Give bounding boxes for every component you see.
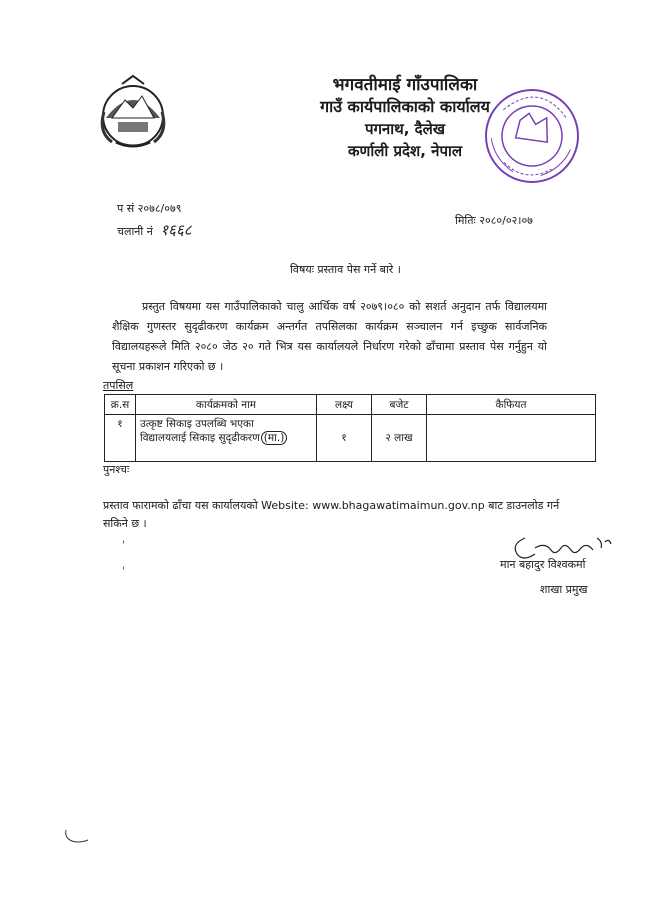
office-address: पगनाथ, दैलेख	[364, 120, 446, 138]
notice-body-text: प्रस्तुत विषयमा यस गाउँपालिकाको चालु आर्थिक वर्ष २०७९।०८० को सशर्त अनुदान तर्फ विद्यालयमा शैक्षिक गुणस्तर सुदृढीकरण कार्यक्रम अन्तर्गत तपसिलका कार्यक्रम सञ्चालन गर्न इच्छुक सार्वजनिक विद्यालयहरूले मिति २०८० जेठ २० गते भित्र यस कार्यालयले निर्धारण गरेको ढाँचामा प्रस्ताव पेस गर्नुहुन यो सूचना प्रकाशन गरिएको छ ।	[112, 300, 547, 373]
dispatch-number-value: १६६८	[160, 221, 192, 239]
program-name-line2: विद्यालयलाई सिकाइ सुदृढीकरण	[140, 432, 260, 444]
stray-mark: ˌ	[122, 532, 126, 545]
stray-mark: ˌ	[122, 558, 126, 571]
subject-line: विषयः प्रस्ताव पेस गर्ने बारे ।	[290, 263, 401, 276]
office-stamp	[471, 77, 592, 195]
notice-body	[112, 297, 547, 377]
province-country: कर्णाली प्रदेश, नेपाल	[347, 142, 463, 160]
cell-sn: १	[105, 415, 136, 462]
dispatch-number	[117, 220, 192, 240]
col-header-program: कार्यक्रमको नाम	[136, 395, 317, 415]
program-table	[104, 394, 596, 462]
postscript-text: प्रस्ताव फारामको ढाँचा यस कार्यालयको Website: www.bhagawatimaimun.gov.np बाट डाउनलोड गर्न सकिने छ ।	[103, 499, 560, 530]
issue-date: मितिः २०८०/०२।०७	[455, 214, 533, 227]
table-row	[105, 415, 596, 462]
col-header-target: लक्ष्य	[317, 395, 372, 415]
table-header-row	[105, 395, 596, 415]
cell-budget: २ लाख	[372, 415, 427, 462]
col-header-budget: बजेट	[372, 395, 427, 415]
office-name: गाउँ कार्यपालिकाको कार्यालय	[320, 97, 490, 116]
program-name-note: (मा.)	[261, 431, 288, 445]
program-name-line2-wrap	[140, 431, 312, 445]
col-header-sn: क्र.स	[105, 395, 136, 415]
details-label: तपसिल	[103, 379, 134, 392]
program-name-line1: उत्कृष्ट सिकाइ उपलब्धि भएका	[140, 418, 254, 430]
postscript-label: पुनश्चः	[103, 463, 130, 476]
cell-remarks	[427, 415, 596, 462]
signatory-title: शाखा प्रमुख	[540, 583, 588, 596]
dispatch-label: चलानी नं	[117, 225, 153, 238]
fiscal-ref: प सं २०७८/०७९	[117, 202, 182, 215]
municipality-name: भगवतीमाई गाँउपालिका	[332, 75, 478, 95]
nepal-emblem-icon	[92, 72, 174, 152]
page-corner-mark	[62, 828, 92, 848]
cell-target: १	[317, 415, 372, 462]
cell-program	[136, 415, 317, 462]
col-header-remarks: कैफियत	[427, 395, 596, 415]
signatory-name: मान बहादुर विश्वकर्मा	[500, 558, 586, 571]
